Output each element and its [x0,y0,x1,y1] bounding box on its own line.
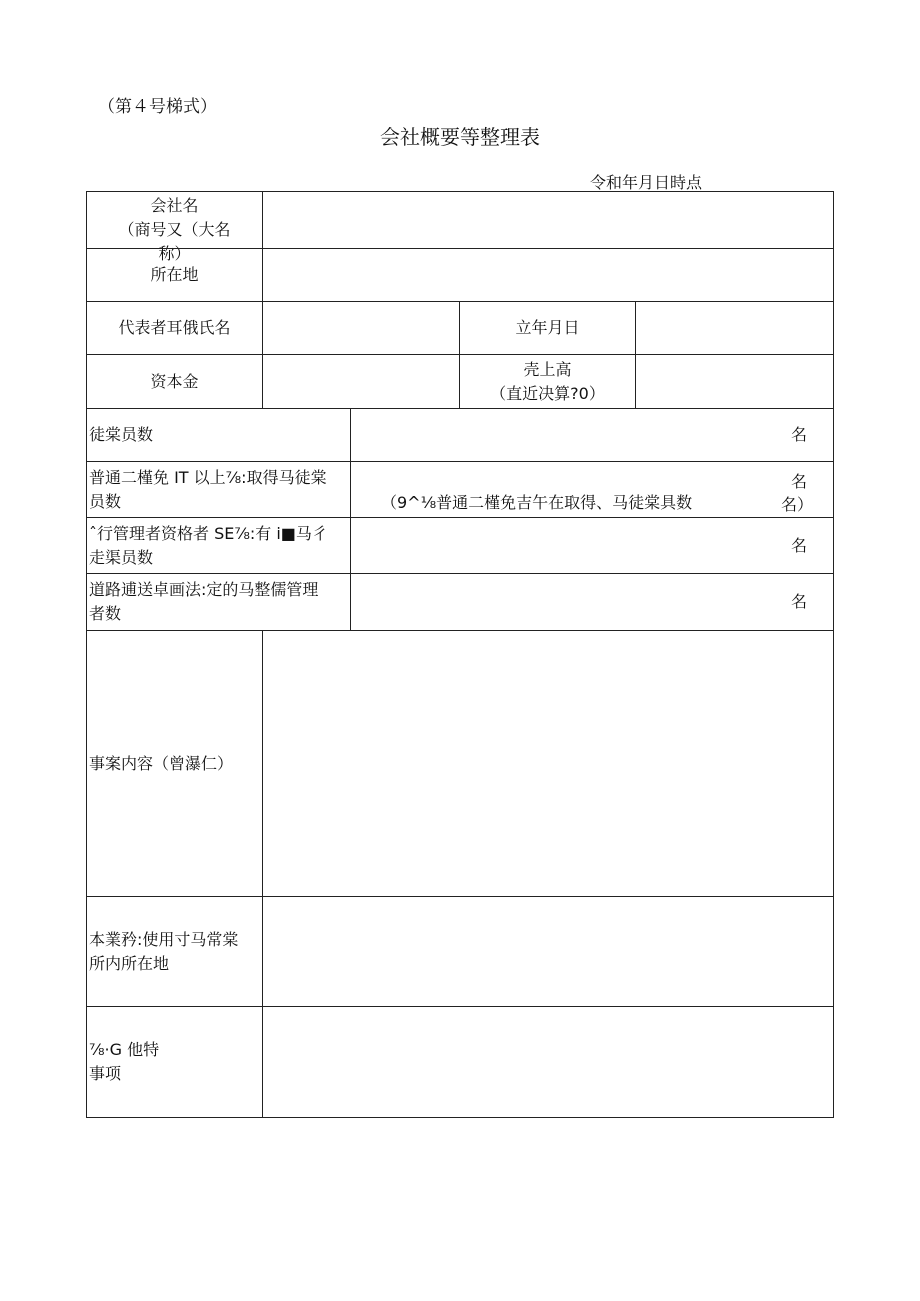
sales-field[interactable] [635,354,834,409]
other-notes-label [86,1006,263,1118]
operation-managers-unit: 名 [790,535,807,555]
maintenance-managers-label [86,573,351,631]
business-content-label [86,630,263,897]
license-holders-label [86,461,351,518]
operation-managers-label [86,517,351,574]
license-holders-unit-top: 名 [790,472,807,491]
maintenance-managers-field[interactable] [350,573,834,631]
license-holders-label-line2: 员数 [89,491,122,511]
capital-field[interactable] [262,354,460,409]
sales-label-line2: （直近决算?0） [490,383,605,403]
capital-label [86,354,263,409]
other-notes-label-line2: 事项 [89,1064,122,1083]
address-label [86,248,263,302]
company-name-label-line3: 称） [158,244,191,263]
form-number: （第４号梯式） [98,97,217,117]
business-content-label-text: 事案内容（曾瀑仁） [89,753,234,773]
office-location-field[interactable] [262,896,834,1007]
employees-field[interactable] [350,408,834,462]
operation-managers-field[interactable] [350,517,834,574]
maintenance-managers-unit: 名 [790,592,807,611]
company-name-field[interactable] [262,191,834,249]
office-location-label-line1: 本業矜:使用寸马常棠 [89,929,239,949]
form-title: 会社概要等整理表 [380,125,540,149]
employees-unit: 名 [790,425,807,444]
maintenance-managers-label-line2: 者数 [89,604,122,623]
date-line: 令和年月日時点 [590,173,703,192]
founded-date-label-text: 立年月日 [515,318,580,337]
representative-field[interactable] [262,301,460,355]
capital-label-text: 资本金 [150,371,199,391]
license-holders-label-line1: 普通二槿免 IT 以上⅞:取得马徒棠 [89,467,327,487]
company-name-label-line1: 会社名 [150,196,199,215]
company-name-label [86,191,263,263]
office-location-label [86,896,263,1007]
license-holders-unit-bottom: 名） [780,495,813,514]
license-holders-note: （9^⅛普通二槿免吉午在取得、马徒棠具数 [381,493,693,512]
employees-label-text: 徒棠员数 [89,425,154,444]
sales-label-line1: 壳上高 [523,359,572,379]
founded-date-field[interactable] [635,301,834,355]
office-location-label-line2: 所内所在地 [89,953,170,973]
business-content-field[interactable] [262,630,834,897]
sales-label [459,354,636,409]
representative-label-text: 代表者耳俄氏名 [118,318,231,337]
license-holders-field[interactable] [350,461,834,518]
maintenance-managers-label-line1: 道路逋送卓画法:定的马整儒管理 [89,580,319,599]
founded-date-label [459,301,636,355]
address-field[interactable] [262,248,834,302]
other-notes-label-line1: ⅞·G 他特 [89,1040,160,1059]
operation-managers-label-line2: 走渠员数 [89,547,154,567]
employees-label [86,408,351,462]
other-notes-field[interactable] [262,1006,834,1118]
company-overview-table [86,191,834,1118]
representative-label [86,301,263,355]
address-label-text: 所在地 [150,265,199,284]
company-name-label-line2: （商号又（大名 [118,220,231,239]
operation-managers-label-line1: ˆ行管理者资格者 SE⅞:有 i■马彳 [89,523,328,543]
